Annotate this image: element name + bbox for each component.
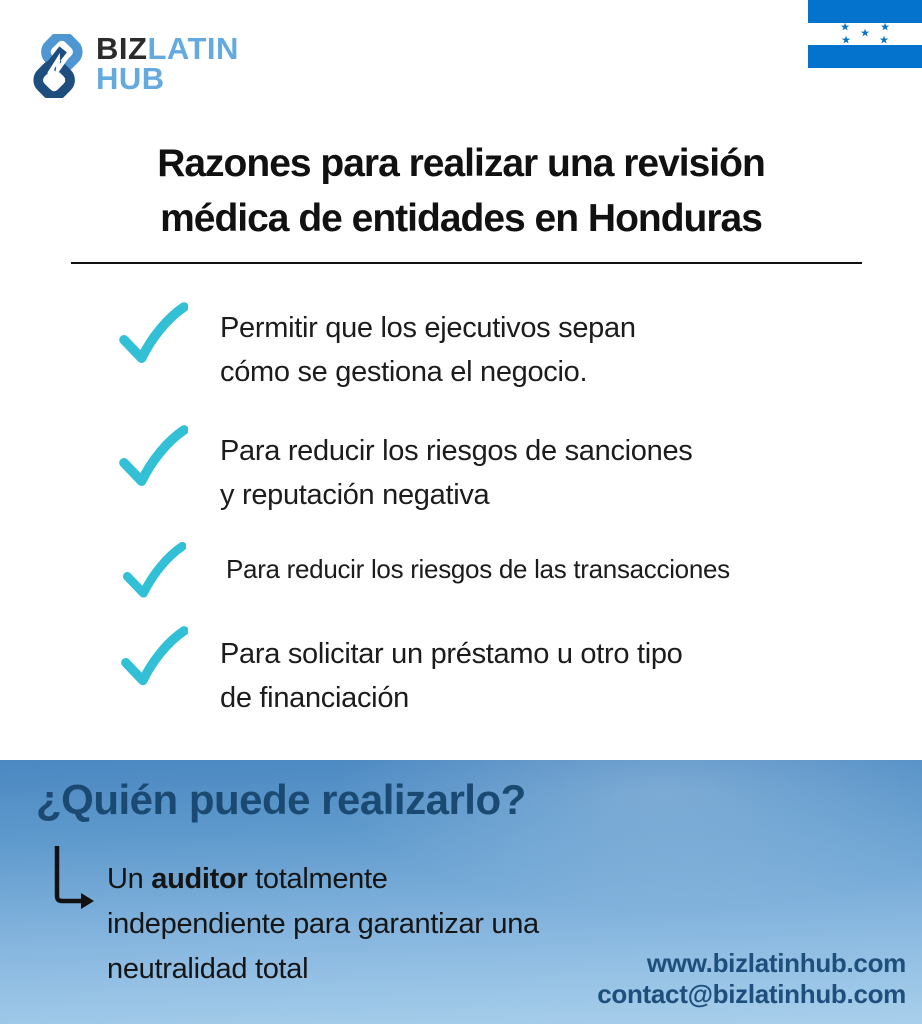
flag-stripe-top (808, 0, 922, 23)
elbow-arrow-icon (50, 846, 100, 910)
checklist-item (220, 632, 683, 720)
page-title (0, 136, 922, 246)
contact-info (597, 948, 906, 1010)
checklist-item-line: Permitir que los ejecutivos sepan (220, 312, 636, 344)
checklist-item-line: cómo se gestiona el negocio. (220, 356, 588, 388)
bizlatinhub-logo-icon (26, 34, 90, 98)
checkmark-icon (116, 302, 188, 368)
checklist-item-line: y reputación negativa (220, 479, 490, 511)
flag-star-icon: ★ (840, 21, 850, 34)
checklist-item-line: de financiación (220, 682, 409, 714)
honduras-flag-icon (808, 0, 922, 68)
checklist-item (220, 306, 636, 394)
section-heading: ¿Quién puede realizarlo? (36, 776, 526, 823)
checkmark-icon (116, 425, 188, 491)
logo-word-hub: HUB (96, 61, 165, 96)
checklist-item (220, 429, 692, 517)
body-text-pre: Un (107, 863, 152, 895)
who-can-do-it-section (0, 760, 922, 1024)
checklist-item-line: Para solicitar un préstamo u otro tipo (220, 638, 683, 670)
logo-wordmark (96, 31, 239, 96)
website-url: www.bizlatinhub.com (646, 948, 906, 978)
body-text-post: totalmente independiente para garantizar una neutralidad total (107, 863, 539, 985)
flag-star-icon: ★ (841, 34, 851, 47)
bizlatinhub-logo (26, 31, 239, 98)
flag-star-icon: ★ (879, 34, 889, 47)
page-title-line-1: Razones para realizar una revisión (157, 142, 765, 185)
checklist-item (226, 549, 730, 589)
checklist-item-line: Para reducir los riesgos de las transacciones (226, 554, 730, 584)
title-underline (71, 262, 862, 264)
section-body-text (107, 857, 567, 992)
flag-star-icon: ★ (880, 21, 890, 34)
logo-line-1 (96, 31, 239, 66)
body-text-bold: auditor (151, 863, 248, 895)
checkmark-icon (120, 542, 186, 602)
logo-word-biz: BIZ (96, 31, 148, 66)
checkmark-icon (118, 626, 188, 690)
contact-email: contact@bizlatinhub.com (597, 979, 906, 1009)
flag-star-icon: ★ (860, 27, 870, 40)
logo-word-latin: LATIN (147, 31, 239, 66)
flag-stripe-bottom (808, 45, 922, 68)
page-title-line-2: médica de entidades en Honduras (160, 197, 762, 240)
checklist-item-line: Para reducir los riesgos de sanciones (220, 435, 693, 467)
